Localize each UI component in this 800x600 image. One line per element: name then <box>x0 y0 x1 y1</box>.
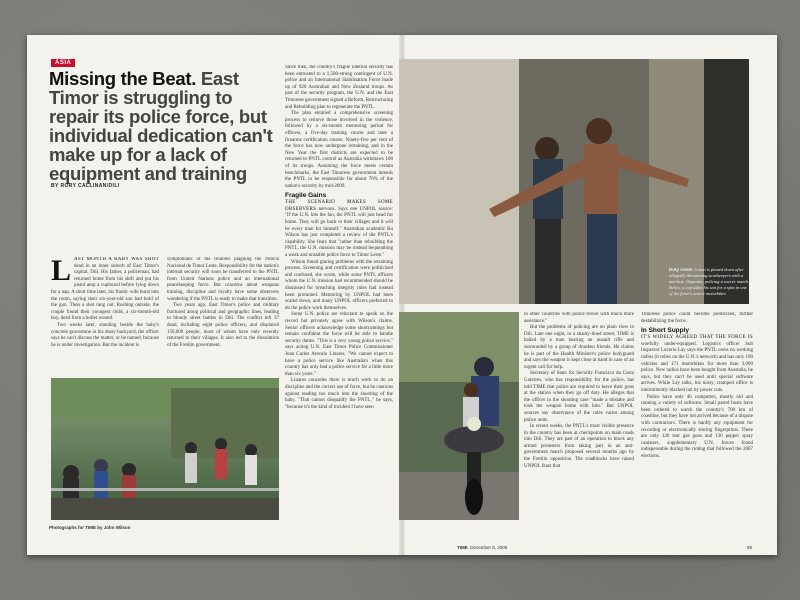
footer-date: December 8, 2008 <box>470 545 508 550</box>
paragraph: woefully under-equipped. Logistics officer Sub Inspector Lucerio Lay says the PNTL owns no working radios (it relies on the U.N.'s network) and has only 190 vehicles and 171 motorbikes for more than 3,000 police. New radios have been bought from Australia, he says, but they can't be used until special software arrives. While Lay talks, his noisy, cramped office is intermittently blacked out by power cuts. <box>641 341 753 393</box>
body-column-5 <box>641 312 753 540</box>
lead-in: THE SCENARIO MAKES SOME OBSERVERS <box>285 200 393 212</box>
body-column-3 <box>285 65 393 533</box>
drop-cap: L <box>51 257 72 287</box>
caption-title: Duty roster <box>669 267 694 272</box>
soccer-match-photo <box>51 378 279 520</box>
paragraph: Some U.N. police are reluctant to speak on the record but privately agree with Wilson's claims. Senior officers acknowledge some shortcomings but remain confident the force will be able to handle security duties. "This is a very young police service," says acting U.N. East Timor Police Commissioner Juan Carlos Arevalo Linares. "We cannot expect to have a police service like Australia's when this country has only had a police service for a little more than six years." <box>285 312 393 377</box>
paragraph: In recent weeks, the PNTL's most visible presence in the country has been at checkpoints on main roads into Dili. They are part of an operation to block any armed protesters from taking part in an anti-government march proposed several months ago by the Fretilin opposition. The roadblocks have raised UNPOL fears that <box>524 424 634 469</box>
paragraph: Two years ago, East Timor's police and military fractured along political and geographic lines, leading to bloody street battles in Dili. The conflict left 37 dead, including eight police officers, and displaced 150,000 people, most of whom have only recently returned to their villages. It also led to the dissolution of the Fretilin government. <box>167 303 279 348</box>
photo-credit: Photographs for TIME by John Wilson <box>49 525 131 530</box>
footer-magazine: TIME <box>457 545 468 550</box>
page-footer <box>457 545 507 550</box>
magazine-spread <box>27 35 777 555</box>
paragraph: Timorese police could become politicized, further destabilizing the force. <box>641 312 753 324</box>
paragraph: symptomatic of the troubles plaguing the Policia Nacional de Timor Leste. Responsibility for the nation's internal security will soon be transferred to the PNTL from United Nations police and an international peacekeeping force. But concerns about weapons training, discipline and loyalty have some observers wondering if the PNTL is ready to make that transition. <box>167 257 279 302</box>
headline <box>49 69 279 183</box>
arrest-photo <box>399 59 749 304</box>
paragraph: The plan entailed a comprehensive screening process to remove those involved in the violence, followed by a six-month mentoring period for officers, a five-day training course and later a firearms certification course. Ninety-five per cent of the force has now undergone retraining, and in the New Year the first districts are expected to be returned to PNTL control as Australia withdraws 100 of its troops. Assuming the force meets certain benchmarks, the East Timorese government intends the PNTL to be responsible for about 70% of the nation's security by mid-2009. <box>285 111 393 189</box>
photo-caption <box>669 267 749 297</box>
paragraph: dead in an inner suburb of East Timor's capital, Dili. His father, a policeman, had returned home from his shift and put his pistol atop a cupboard before lying down for a nap. A short time later, his frantic wife burst into the room, saying their six-year-old son had hold of the gun. Then a shot rang out. Rushing outside, the couple found their youngest child, a six-month-old boy, dead from a bullet wound. <box>51 263 159 322</box>
paragraph: Since then, the country's fragile internal security has been entrusted to a 1,500-strong contingent of U.N. police and an International Stabilisation Force made up of 920 Australian and New Zealand troops. As part of the security program, the U.N. and the East Timorese government signed a Reform, Restructuring and Rebuilding plan to regenerate the PNTL. <box>285 65 393 110</box>
section-tag: ASIA <box>51 59 75 67</box>
caption-text: A man is pinned down after allegedly threatening storekeepers with a machete. Opposite, policing a soccer match. Below, a cop takes his son for a spin in one of the force's scarce motorbikes <box>669 267 749 296</box>
subhead-fragile-gains: Fragile Gains <box>285 192 327 200</box>
body-column-4 <box>524 312 634 540</box>
paragraph: Secretary of State for Security Francisco da Costa Guterres, who has responsibility for the police, has told TIME that police are required to leave their guns at the station when they go off duty. He alleges that the officer in the shooting case "made a mistake and took the weapon home with him." But UNPOL sources say observance of the rules varies among police units. <box>524 371 634 423</box>
lead-in: AST MONTH A BABY WAS SHOT <box>74 257 159 262</box>
headline-title: Missing the Beat. <box>49 68 197 89</box>
paragraph: Wilson found glaring problems with the retraining process. Screening and certification were politicized and confused, she wrote, while some PNTL officers whom the U.N. mission had recommended should be dismissed for breaching integrity rules had instead been promoted. Mentoring by UNPOL had been scaled down, and many UNPOL officers preferred to do the police work themselves. <box>285 259 393 311</box>
lead-in: IT'S WIDELY AGREED THAT THE FORCE IS <box>641 335 753 341</box>
motorbike-image <box>399 312 519 520</box>
soccer-match-image <box>51 378 279 520</box>
paragraph: Two weeks later, standing beside the baby's concrete gravestone in his dusty backyard, the officer says he can't discuss the matter, or be named, because he is under investigation. But the incident is <box>51 322 159 348</box>
paragraph: Police have only 46 computers, mostly old and running a variety of software. Small patrol boats have been ordered to watch the country's 700 km of coastline, but they have not arrived because of a dispute with contractors. There is hardly any equipment for recording or electronically storing fingerprints. There are only 120 tear gas guns and 130 pepper spray canisters, supplementary U.N. forces found indispensable during the rioting that followed the 2007 elections. <box>641 394 753 459</box>
motorbike-photo <box>399 312 519 520</box>
paragraph: But the problems of policing are on plain view in Dili. Late one night, in a shanty-lined street, TIME is hailed by a man bearing an assault rifle and surrounded by a group of drunken friends. He claims he is part of the Health Minister's police bodyguard and says the weapon is kept close at hand in case of an urgent call for help. <box>524 325 634 370</box>
paragraph: Linares concedes there is much work to do on discipline and the correct use of force, but he cautions against reading too much into the shooting of the baby. "That cannot disqualify the PNTL," he says, "because it's the kind of incident I have seen <box>285 378 393 410</box>
subhead-in-short-supply: In Short Supply <box>641 327 690 335</box>
paragraph: nervous. Says one UNPOL source: "If the U.N. hits the fan, the PNTL will just head for home. They will go back to their villages and it will be every man for himself." Australian academic Bu Wilson has just completed a review of the PNTL's capability. She fears that "rather than rebuilding the PNTL, the U.N. mission may be instead bequeathing a weak and unstable police force to Timor Leste." <box>285 206 393 259</box>
byline: BY RORY CALLINAN/DILI <box>51 183 120 189</box>
headline-deck: East Timor is struggling to repair its police force, but individual dedication can't make up for a lack of equipment and training <box>49 68 273 184</box>
paragraph: in other countries with police forces with much more assistance." <box>524 312 634 324</box>
page-number: 59 <box>747 545 753 550</box>
